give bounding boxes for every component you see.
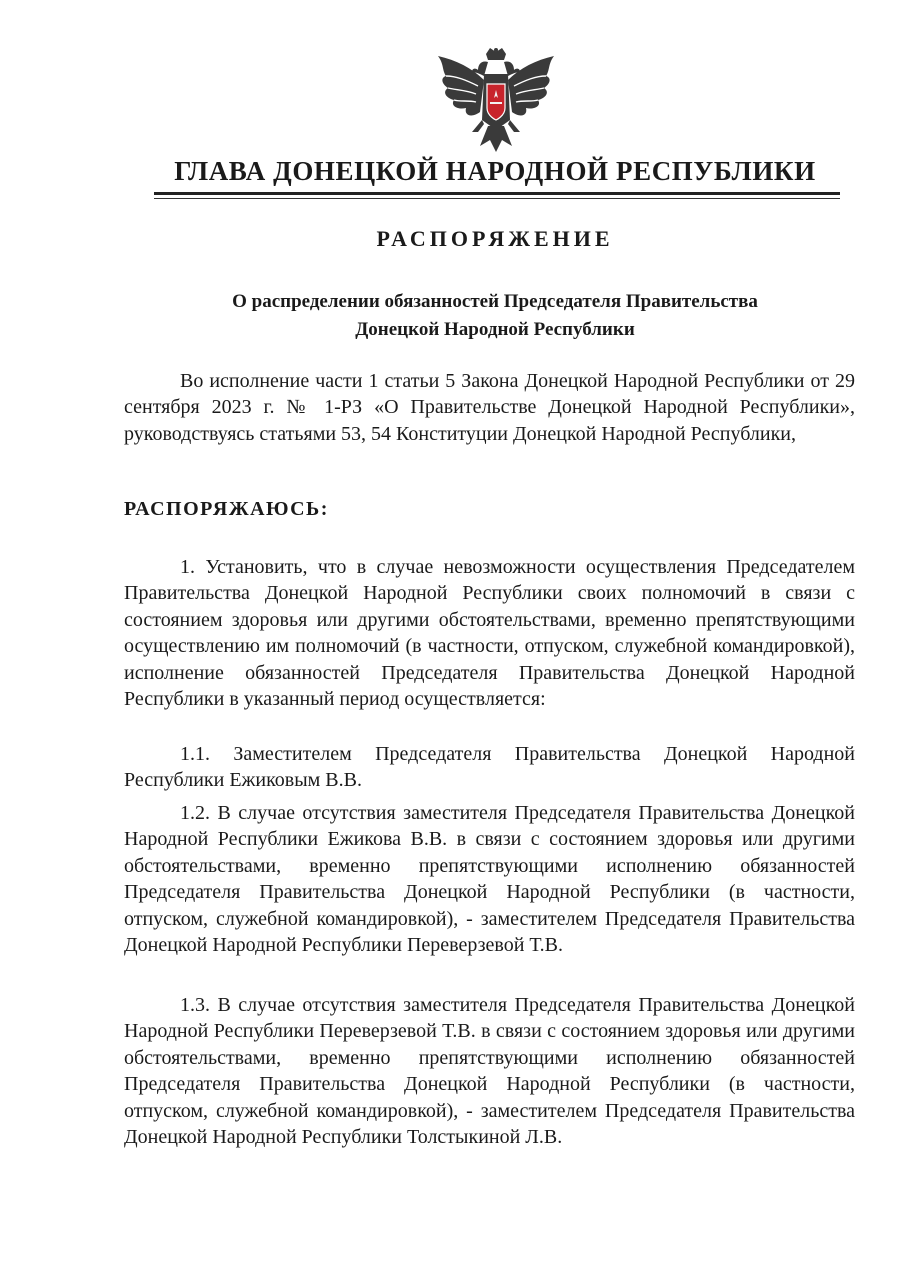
clause-text: 1.1. Заместителем Председателя Правительства Донецкой Народной Республики Ежиковым В.В.: [124, 743, 855, 792]
decree-heading: РАСПОРЯЖАЮСЬ:: [124, 498, 329, 520]
clause-text: 1.2. В случае отсутствия заместителя Председателя Правительства Донецкой Народной Республики Ежикова В.В. в связи с состоянием здоровья или другими обстоятельствами, временно препятствующими исполнению обязанностей Председателя Правительства Донецкой Народной Республики (в частности, отпуском, служебной командировкой), - заместителем Председателя Правительства Донецкой Народной Республики Переверзевой Т.В.: [124, 802, 855, 957]
subject-line: О распределении обязанностей Председателя Правительства: [232, 291, 758, 312]
header-rule-thick: [154, 192, 840, 195]
clause-text: 1.3. В случае отсутствия заместителя Председателя Правительства Донецкой Народной Республики Переверзевой Т.В. в связи с состоянием здоровья или другими обстоятельствами, временно препятствующими исполнению обязанностей Председателя Правительства Донецкой Народной Республики (в частности, отпуском, служебной командировкой), - заместителем Председателя Правительства Донецкой Народной Республики Толстыкиной Л.В.: [124, 994, 855, 1149]
preamble-paragraph: [124, 368, 855, 447]
clause-1-1: [124, 741, 855, 794]
header-rule-thin: [154, 198, 840, 199]
preamble-text: Во исполнение части 1 статьи 5 Закона Донецкой Народной Республики от 29 сентября 2023 г. № 1-РЗ «О Правительстве Донецкой Народной Республики», руководствуясь статьями 53, 54 Конституции Донецкой Народной Республики,: [124, 370, 855, 445]
subject-line: Донецкой Народной Республики: [355, 319, 635, 340]
clause-1-3: [124, 992, 855, 1150]
document-type: РАСПОРЯЖЕНИЕ: [376, 226, 614, 251]
issuer-title: ГЛАВА ДОНЕЦКОЙ НАРОДНОЙ РЕСПУБЛИКИ: [174, 156, 816, 186]
coat-of-arms-icon: [432, 46, 560, 158]
clause-1: [124, 554, 855, 712]
clause-1-2: [124, 800, 855, 958]
document-subject: [150, 288, 840, 344]
clause-text: 1. Установить, что в случае невозможности осуществления Председателем Правительства Донецкой Народной Республики своих полномочий в связи с состоянием здоровья или другими обстоятельствами, временно препятствующими осуществлению им полномочий (в частности, отпуском, служебной командировкой), исполнение обязанностей Председателя Правительства Донецкой Народной Республики в указанный период осуществляется:: [124, 556, 855, 711]
